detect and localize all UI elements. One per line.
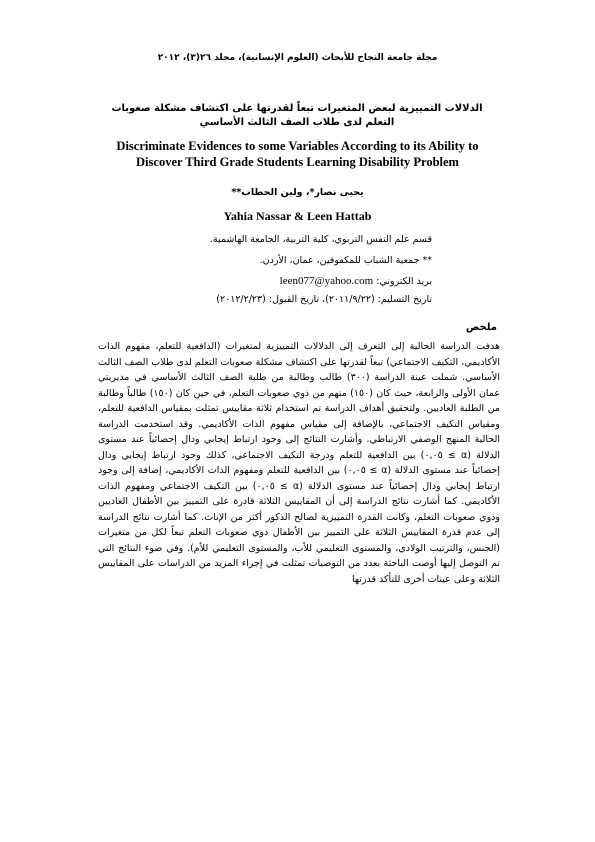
affiliation-first: قسم علم النفس التربوي، كلية التربية، الجامعة الهاشمية. bbox=[209, 234, 432, 245]
arabic-title: الدلالات التمييزية لبعض المتغيرات تبعاً لقدرتها على اكتشاف مشكلة صعوبات التعلم لدى طلاب الصف الثالث الأساسي bbox=[111, 103, 483, 128]
english-authors: Yahia Nassar & Leen Hattab bbox=[223, 209, 372, 223]
abstract-heading: ملخص bbox=[465, 322, 497, 333]
english-title bbox=[60, 138, 535, 170]
submission-dates: تاريخ التسليم: (٢٠١١/٩/٢٢)، تاريخ القبول: (٢٠١٢/٢/٢٣) bbox=[216, 294, 432, 305]
email-label: بريد الكتروني: bbox=[376, 276, 432, 287]
english-title-line-2: Discover Third Grade Students Learning Disability Problem bbox=[136, 155, 459, 169]
english-title-line-1: Discriminate Evidences to some Variables According to its Ability to bbox=[116, 139, 479, 153]
affiliation-second: ** جمعية الشباب للمكفوفين، عمان، الأردن. bbox=[259, 255, 432, 266]
abstract-body: هدفت الدراسة الحالية إلى التعرف إلى الدلالات التمييزية لمتغيرات (الدافعية للتعلم، مفهوم الذات الأكاديمي، التكيف الاجتماعي) تبعاً لقدرتها على اكتشاف مشكلة صعوبات التعلم لدى طلاب الصف الثالث الأساسي. شملت عينة الدراسة (٣٠٠) طالب وطالبة من طلبة الصف الثالث الأساسي في مديريتي عمان الأولى والرابعة، حيث كان (١٥٠) منهم من ذوي صعوبات التعلم، في حين كان (١٥٠) طالباً وطالبة من الطلبة العاديين. ولتحقيق أهداف الدراسة تم استخدام ثلاثة مقاييس تمثلت بمقياس الدافعية للتعلم، ومقياس التكيف الاجتماعي، بالإضافة إلى مقياس مفهوم الذات الأكاديمي. وقد استخدمت الدراسة الحالية المنهج الوصفي الارتباطي. وأشارت النتائج إلى وجود ارتباط إيجابي ودال إحصائياً عند مستوى الدلالة (α ≥ ٠,٠٥) بين الدافعية للتعلم ودرجة التكيف الاجتماعي، كذلك وجود ارتباط إيجابي ودال إحصائياً عند مستوى الدلالة (α ≥ ٠,٠٥) بين الدافعية للتعلم ومفهوم الذات الأكاديمي، إضافة إلى وجود ارتباط إيجابي ودال إحصائياً عند مستوى الدلالة (α ≥ ٠,٠٥) بين التكيف الاجتماعي ومفهوم الذات الأكاديمي. كما أشارت نتائج الدراسة إلى أن المقاييس الثلاثة قادرة على التمييز بين الأطفال العاديين وذوي صعوبات التعلم، وكانت القدرة التمييزية لصالح الذكور أكثر من الإناث. كما أشارت نتائج الدراسة إلى عدم قدرة المقاييس الثلاثة على التمييز بين الأطفال ذوي صعوبات التعلم تبعاً لكل من متغيرات (الجنس، والترتيب الولادي، والمستوى التعليمي للأب، والمستوى التعليمي للأم). وفي ضوء النتائج التي تم التوصل إليها أوصت الباحثة بعدد من التوصيات تمثلت في إجراء المزيد من الدراسات على المقاييس الثلاثة وعلى عينات أخرى للتأكد قدرتها bbox=[98, 341, 501, 585]
email-address: leen077@yahoo.com bbox=[279, 275, 374, 287]
email-line bbox=[132, 275, 432, 287]
journal-header: مجلة جامعة النجاح للأبحاث (العلوم الإنسانية)، مجلد ٢٦(٣)، ٢٠١٢ bbox=[157, 53, 438, 63]
arabic-authors: يحيى نصار*، ولين الحطاب** bbox=[231, 187, 364, 198]
